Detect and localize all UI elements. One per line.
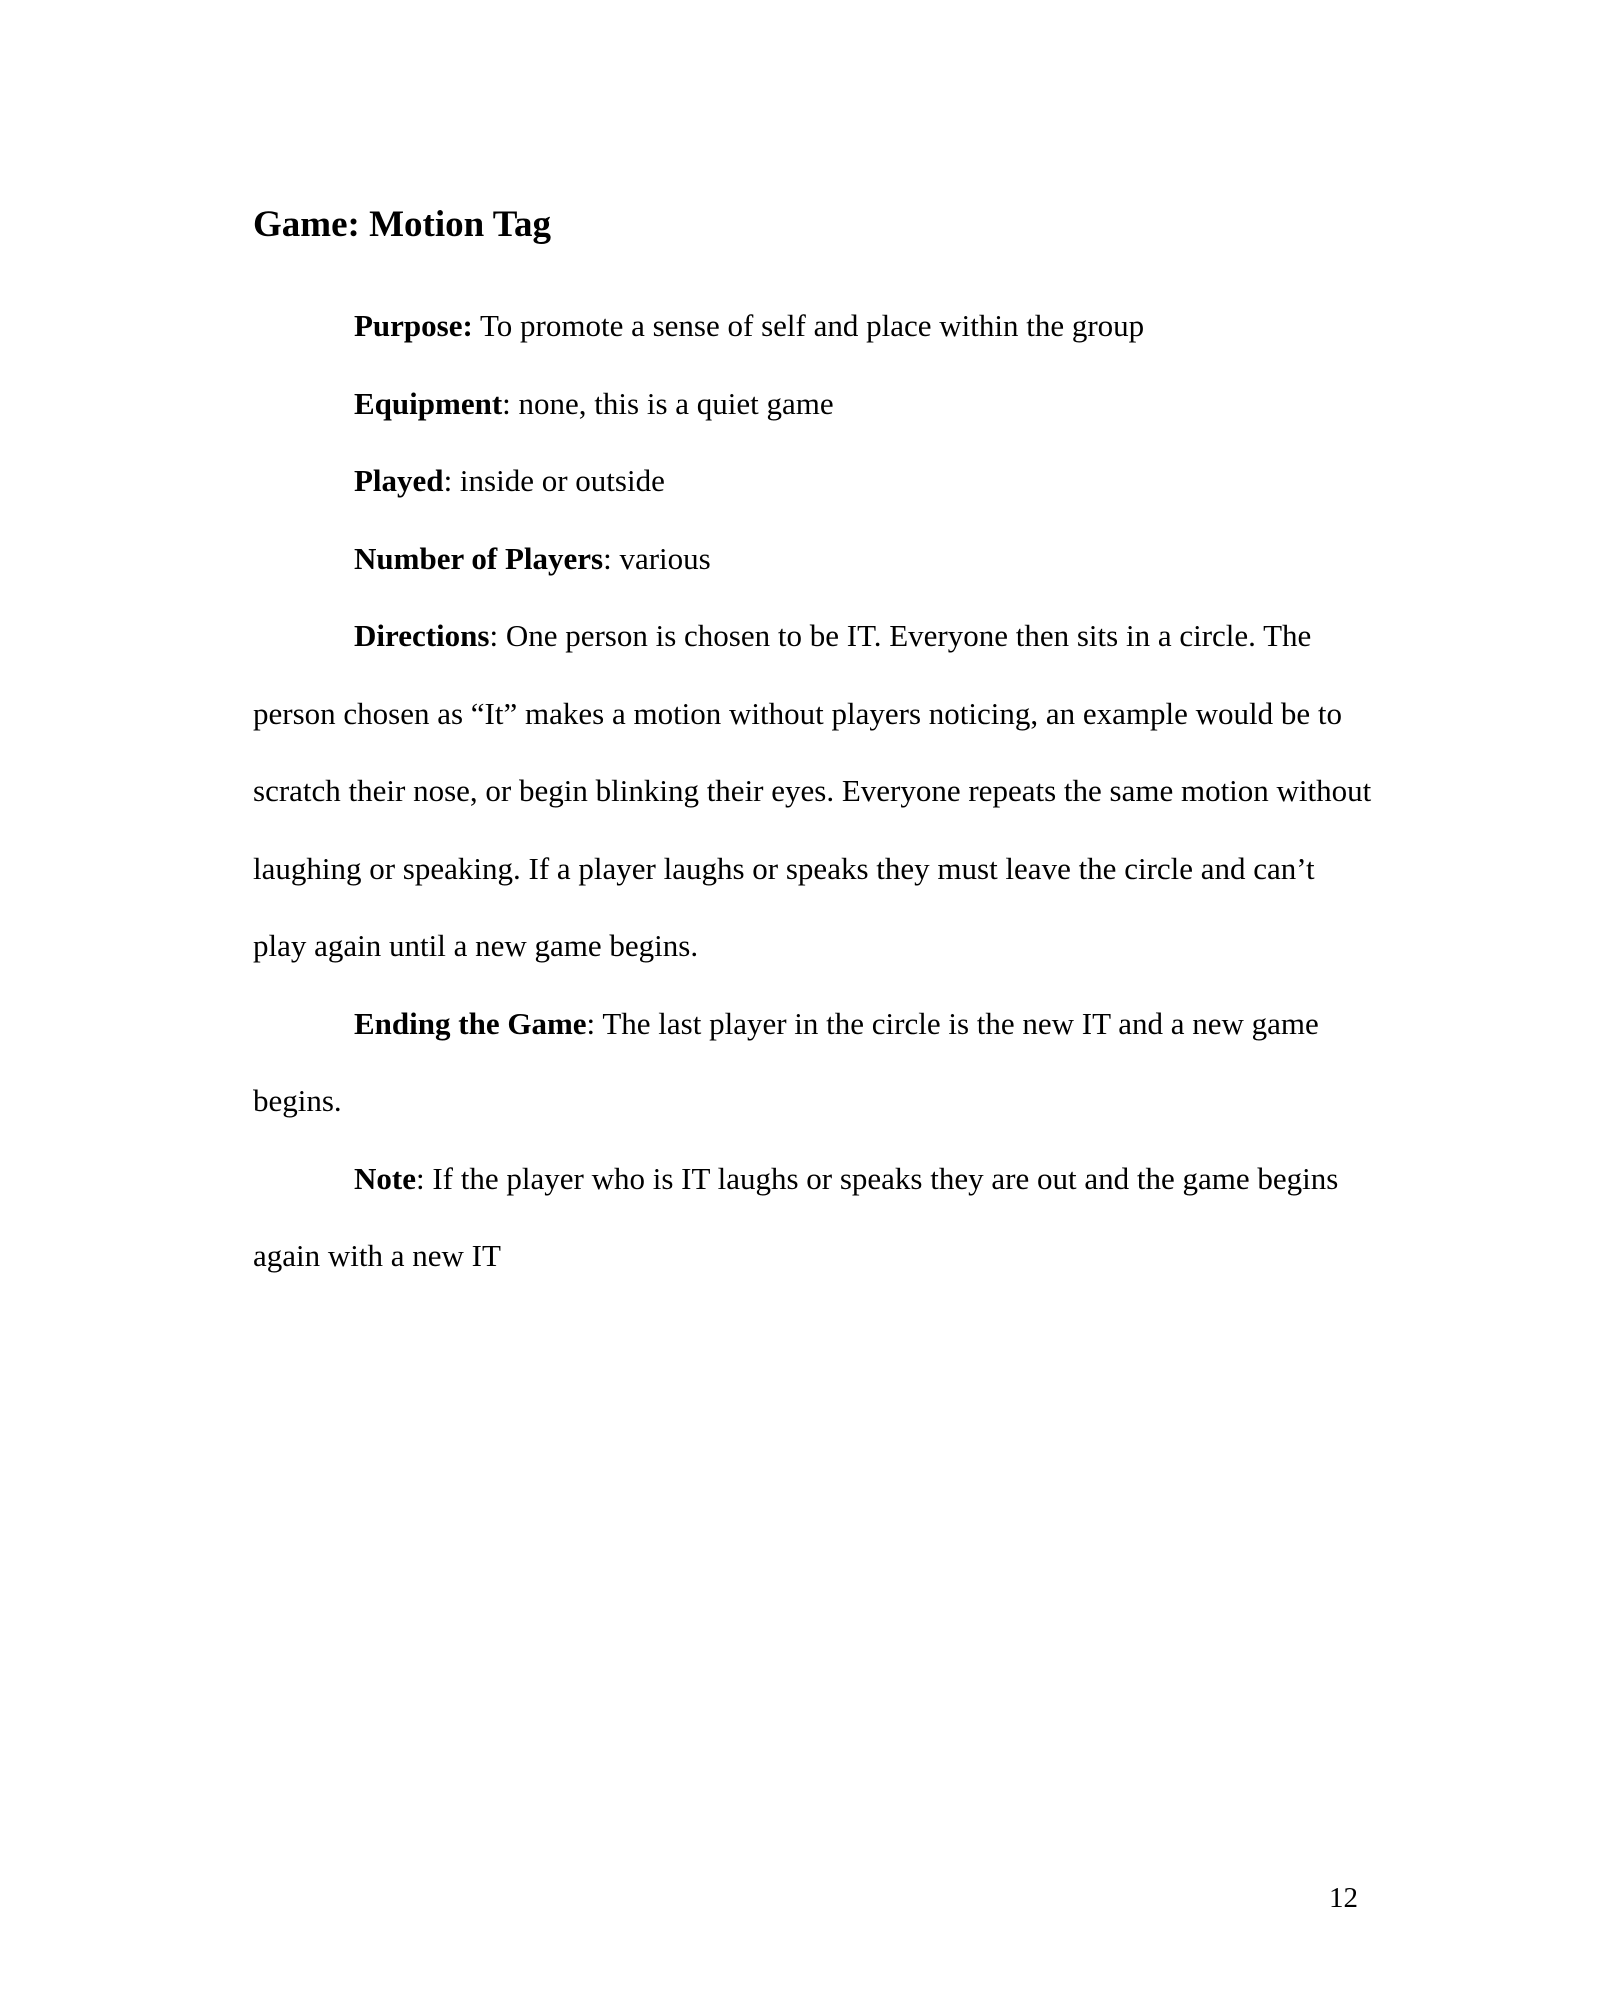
- played-label: Played: [354, 463, 444, 498]
- purpose-paragraph: [253, 287, 1373, 365]
- ending-text: : The last player in the circle is the new IT and a new game begins.: [253, 1005, 1319, 1118]
- ending-paragraph: [253, 985, 1373, 1140]
- equipment-paragraph: [253, 365, 1373, 443]
- players-paragraph: [253, 520, 1373, 598]
- purpose-label: Purpose:: [354, 308, 473, 343]
- equipment-text: : none, this is a quiet game: [502, 385, 834, 421]
- page-number: 12: [1329, 1882, 1358, 1914]
- page-title: Game: Motion Tag: [253, 204, 552, 245]
- document-body: [253, 287, 1373, 1295]
- purpose-text: To promote a sense of self and place within the group: [472, 308, 1145, 343]
- directions-paragraph: [253, 597, 1373, 985]
- note-label: Note: [354, 1160, 416, 1196]
- players-label: Number of Players: [354, 540, 604, 576]
- note-paragraph: [253, 1140, 1373, 1295]
- played-paragraph: [253, 442, 1373, 520]
- players-text: : various: [603, 540, 711, 576]
- ending-label: Ending the Game: [354, 1005, 587, 1041]
- note-text: : If the player who is IT laughs or speaks they are out and the game begins again with a new IT: [253, 1160, 1339, 1273]
- equipment-label: Equipment: [354, 385, 503, 421]
- directions-text: : One person is chosen to be IT. Everyone then sits in a circle. The person chosen as “It” makes a motion without players noticing, an example would be to scratch their nose, or begin blinking their eyes. Everyone repeats the same motion without laughing or speaking. If a player laughs or speaks they must leave the circle and can’t play again until a new game begins.: [253, 618, 1372, 963]
- directions-label: Directions: [354, 618, 490, 653]
- played-text: : inside or outside: [443, 463, 665, 498]
